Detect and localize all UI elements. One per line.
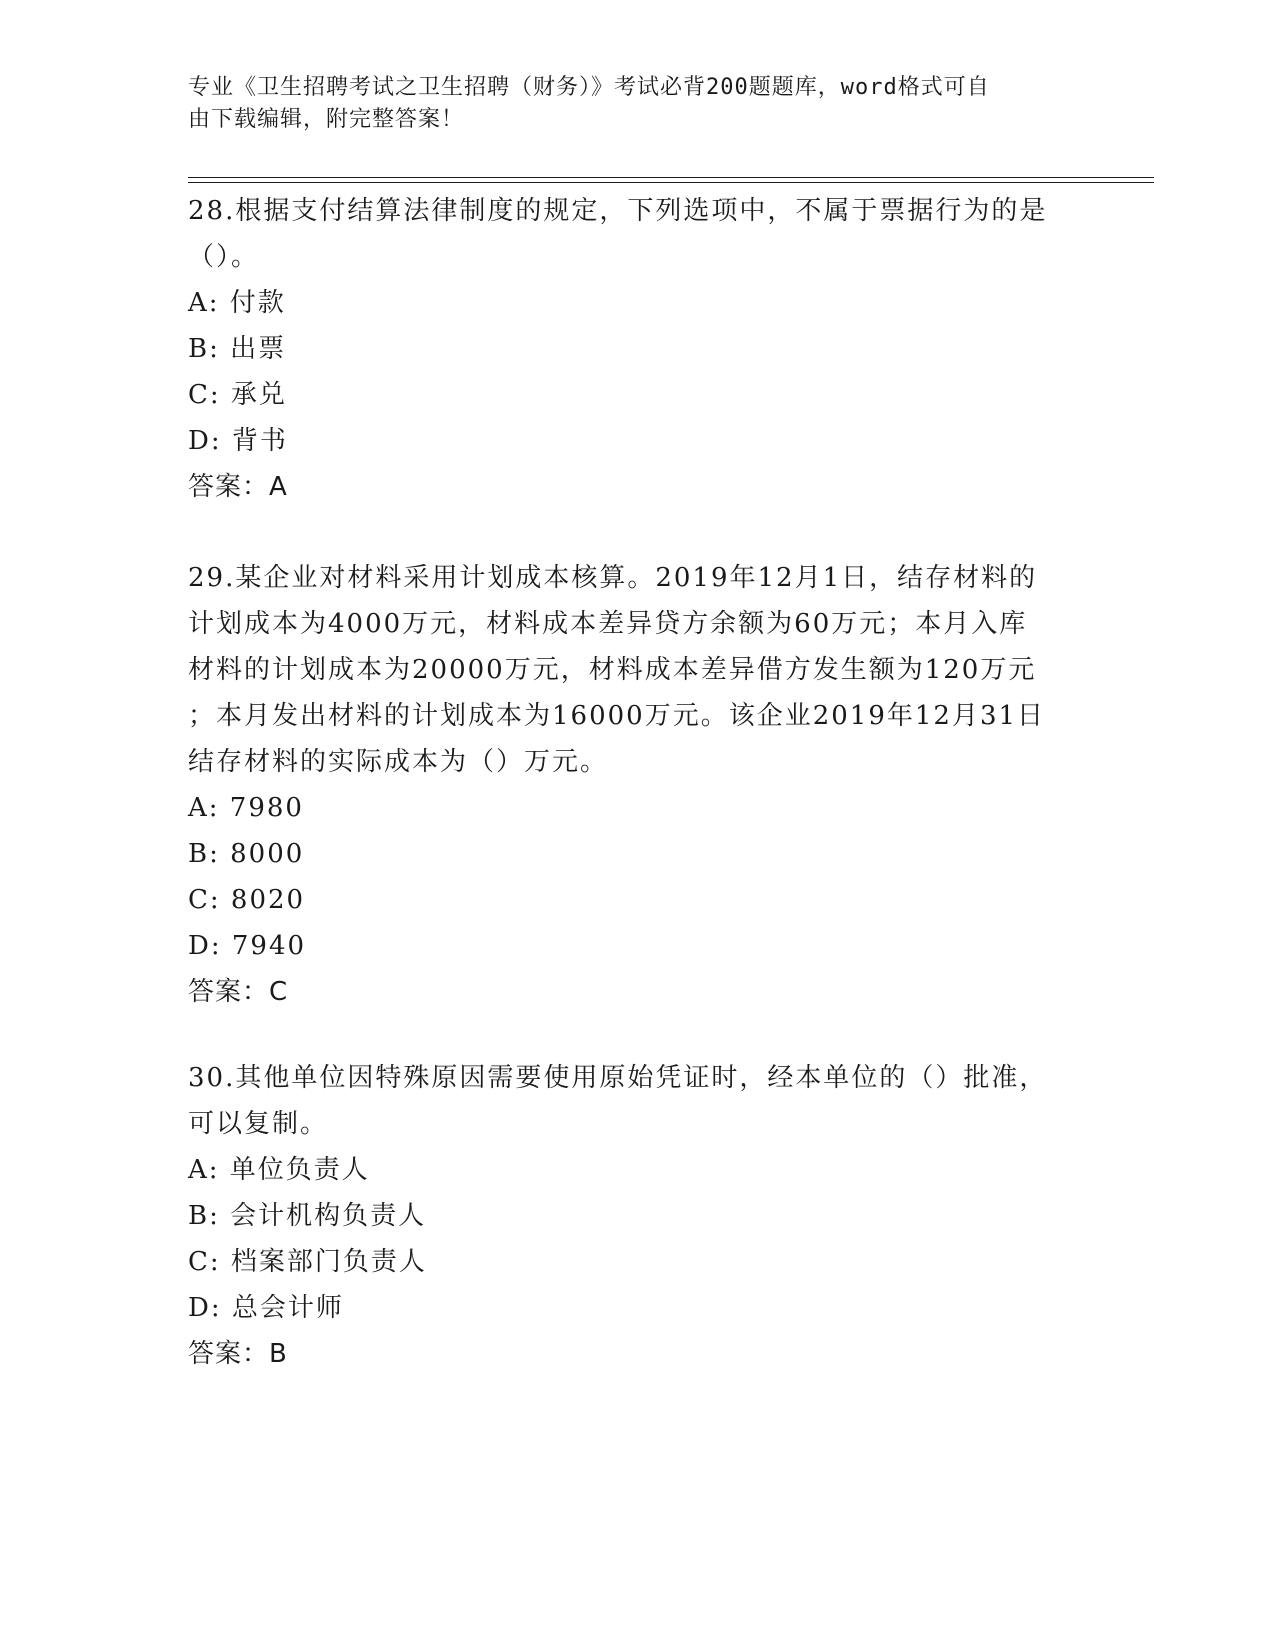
header-divider-bottom (188, 182, 1154, 183)
option-b: B: 出票 (188, 334, 287, 364)
question-29 (188, 555, 1088, 1015)
question-30 (188, 1055, 1088, 1377)
answer-line: 答案：C (188, 977, 289, 1007)
option-c: C: 8020 (188, 885, 306, 915)
option-b: B: 会计机构负责人 (188, 1201, 427, 1231)
header-line-1: 专业《卫生招聘考试之卫生招聘（财务）》考试必背200题题库，word格式可自 (188, 75, 990, 100)
document-header (188, 72, 1068, 136)
option-a: A: 付款 (188, 288, 286, 318)
question-stem-line: 30.其他单位因特殊原因需要使用原始凭证时，经本单位的（）批准， (188, 1063, 1048, 1093)
question-stem-line: 结存材料的实际成本为（）万元。 (188, 747, 609, 777)
question-stem-line: 材料的计划成本为20000万元，材料成本差异借方发生额为120万元 (188, 655, 1037, 685)
question-stem-line: 29.某企业对材料采用计划成本核算。2019年12月1日，结存材料的 (188, 563, 1038, 593)
option-d: D: 背书 (188, 426, 288, 456)
question-stem-line: ；本月发出材料的计划成本为16000万元。该企业2019年12月31日 (188, 701, 1046, 731)
question-stem-line: 可以复制。 (188, 1109, 329, 1139)
option-d: D: 7940 (188, 931, 307, 961)
question-stem-line: 28.根据支付结算法律制度的规定，下列选项中，不属于票据行为的是 (188, 196, 1048, 226)
question-28 (188, 188, 1088, 510)
question-stem-line: （）。 (188, 242, 260, 272)
option-b: B: 8000 (188, 839, 305, 869)
option-c: C: 档案部门负责人 (188, 1247, 427, 1277)
question-stem-line: 计划成本为4000万元，材料成本差异贷方余额为60万元；本月入库 (188, 609, 1028, 639)
option-a: A: 单位负责人 (188, 1155, 370, 1185)
answer-line: 答案：B (188, 1339, 288, 1369)
option-c: C: 承兑 (188, 380, 287, 410)
option-d: D: 总会计师 (188, 1293, 344, 1323)
header-divider-top (188, 177, 1154, 178)
header-line-2: 由下载编辑，附完整答案！ (188, 107, 465, 132)
option-a: A: 7980 (188, 793, 304, 823)
answer-line: 答案：A (188, 472, 288, 502)
